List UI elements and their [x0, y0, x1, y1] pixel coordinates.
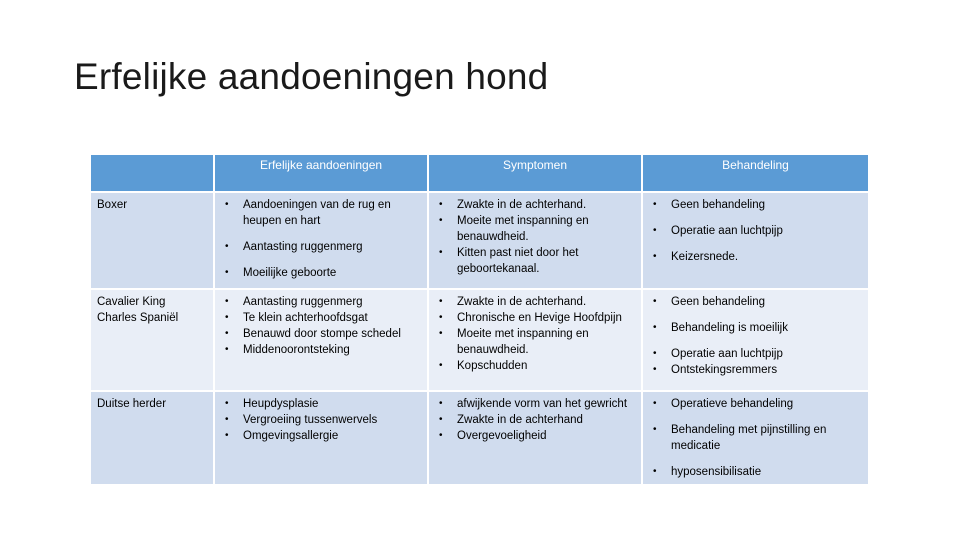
breed-cell: Cavalier King Charles Spaniël	[90, 289, 214, 391]
table-row	[90, 289, 869, 391]
table-row	[90, 192, 869, 289]
conditions-list	[221, 197, 421, 281]
list-item: • Behandeling met pijnstilling en medicatie	[649, 422, 862, 454]
header-symptoms: Symptomen	[428, 154, 642, 192]
list-item: • Kitten past niet door het geboortekanaal.	[435, 245, 635, 277]
list-item: • hyposensibilisatie	[649, 464, 862, 480]
list-item: • afwijkende vorm van het gewricht	[435, 396, 635, 412]
list-item: • Vergroeiing tussenwervels	[221, 412, 421, 428]
list-item: • Overgevoeligheid	[435, 428, 635, 444]
slide-title: Erfelijke aandoeningen hond	[74, 56, 549, 97]
treatment-list	[649, 197, 862, 265]
hereditary-conditions-table	[89, 153, 870, 486]
list-item: • Aantasting ruggenmerg	[221, 294, 421, 310]
list-item: • Zwakte in de achterhand	[435, 412, 635, 428]
list-item: • Ontstekingsremmers	[649, 362, 862, 378]
list-item: • Te klein achterhoofdsgat	[221, 310, 421, 326]
list-item: • Heupdysplasie	[221, 396, 421, 412]
symptoms-list	[435, 197, 635, 277]
list-item: • Moeite met inspanning en benauwdheid.	[435, 326, 635, 358]
conditions-cell	[214, 391, 428, 485]
breed-cell: Duitse herder	[90, 391, 214, 485]
list-item: • Keizersnede.	[649, 249, 862, 265]
header-treatment: Behandeling	[642, 154, 869, 192]
breed-cell: Boxer	[90, 192, 214, 289]
treatment-cell	[642, 289, 869, 391]
list-item: • Aantasting ruggenmerg	[221, 239, 421, 255]
list-item: • Geen behandeling	[649, 294, 862, 310]
table-header-row	[90, 154, 869, 192]
list-item: • Operatie aan luchtpijp	[649, 223, 862, 239]
conditions-list	[221, 396, 421, 444]
treatment-cell	[642, 192, 869, 289]
treatment-cell	[642, 391, 869, 485]
list-item: • Omgevingsallergie	[221, 428, 421, 444]
list-item: • Zwakte in de achterhand.	[435, 197, 635, 213]
conditions-cell	[214, 192, 428, 289]
symptoms-cell	[428, 192, 642, 289]
header-conditions: Erfelijke aandoeningen	[214, 154, 428, 192]
list-item: • Middenoorontsteking	[221, 342, 421, 358]
treatment-list	[649, 294, 862, 378]
list-item: • Behandeling is moeilijk	[649, 320, 862, 336]
list-item: • Chronische en Hevige Hoofdpijn	[435, 310, 635, 326]
symptoms-list	[435, 294, 635, 374]
list-item: • Kopschudden	[435, 358, 635, 374]
list-item: • Moeilijke geboorte	[221, 265, 421, 281]
table-row	[90, 391, 869, 485]
list-item: • Aandoeningen van de rug en heupen en hart	[221, 197, 421, 229]
header-breed	[90, 154, 214, 192]
symptoms-list	[435, 396, 635, 444]
symptoms-cell	[428, 289, 642, 391]
list-item: • Benauwd door stompe schedel	[221, 326, 421, 342]
list-item: • Operatie aan luchtpijp	[649, 346, 862, 362]
symptoms-cell	[428, 391, 642, 485]
conditions-list	[221, 294, 421, 358]
list-item: • Geen behandeling	[649, 197, 862, 213]
conditions-cell	[214, 289, 428, 391]
list-item: • Zwakte in de achterhand.	[435, 294, 635, 310]
list-item: • Operatieve behandeling	[649, 396, 862, 412]
list-item: • Moeite met inspanning en benauwdheid.	[435, 213, 635, 245]
treatment-list	[649, 396, 862, 480]
